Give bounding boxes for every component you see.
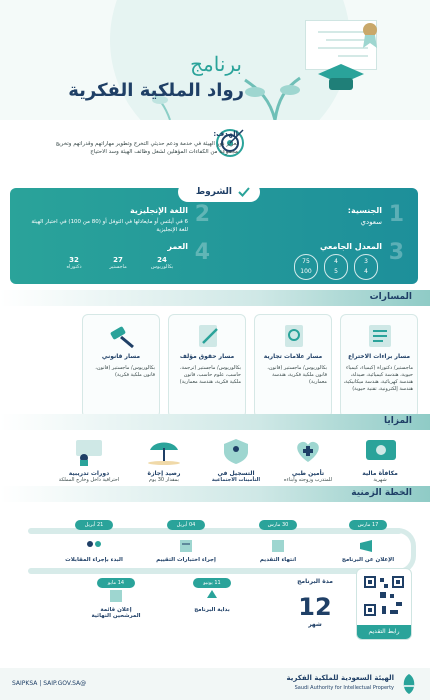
duration-unit: شهر: [308, 621, 322, 628]
apply-qr-card[interactable]: [356, 568, 412, 640]
patent-icon: [365, 323, 395, 349]
track-name-trademarks: مسار علامات تجارية: [263, 353, 323, 360]
conditions-tag: [178, 182, 260, 202]
list-icon: [88, 589, 144, 603]
conditions-panel: [10, 188, 418, 284]
benefit-medical-name: تأمين طبي: [291, 470, 325, 477]
copyright-icon: [193, 323, 223, 349]
condition-title-nationality: الجنسية:: [347, 206, 382, 215]
timeline-item-close: 30 مارس: [248, 520, 308, 530]
conditions-tag-label: الشروط: [195, 187, 232, 197]
benefit-medical: [276, 436, 340, 483]
condition-title-age: العمر: [167, 242, 188, 251]
qr-code-icon[interactable]: [362, 574, 406, 618]
benefit-leave: [132, 436, 196, 483]
timeline-line-2: [28, 568, 400, 574]
duration-label: مدة البرنامج: [297, 578, 333, 585]
track-name-patents: مسار براءات الاختراع: [347, 353, 411, 360]
duration-value: 12: [298, 593, 332, 621]
gavel-icon: [107, 323, 137, 349]
social-insurance-icon: [204, 436, 268, 466]
footer: [0, 668, 430, 700]
goal-title: الهدف:: [213, 130, 238, 138]
timeline-label-tests: إجراء اختبارات التقييم: [154, 538, 218, 563]
footer-org-ar: الهيئة السعودية للملكية الفكرية: [286, 674, 394, 682]
trademark-icon: [279, 323, 309, 349]
plant-illustration: [240, 70, 310, 120]
footer-social-handle[interactable]: @SAIPKSA | SAIP.GOV.SA: [12, 680, 87, 687]
saip-logo-icon: [398, 672, 420, 696]
beach-umbrella-icon: [132, 436, 196, 466]
benefit-training: [54, 436, 124, 483]
condition-number-4: 4: [194, 240, 210, 265]
benefit-social-name: التسجيل في: [217, 470, 255, 477]
header-banner: [0, 0, 430, 120]
tracks-section-bar: [0, 290, 430, 306]
track-desc-trademarks: بكالوريوس/ ماجستير (قانون، قانون ملكية فكرية، هندسة معمارية): [267, 365, 327, 385]
track-desc-legal: بكالوريوس/ ماجستير (قانون، قانون ملكية فكرية): [95, 365, 155, 378]
timeline-label-announcement: الإعلان عن البرنامج: [338, 538, 398, 563]
timeline-item-start: 11 يونيو بداية البرنامج: [184, 578, 240, 613]
benefit-training-sub: احترافية داخل وخارج المملكة: [58, 477, 120, 483]
check-icon: [238, 187, 250, 197]
timeline-title: الخطة الزمنية: [351, 488, 412, 498]
timeline-item-tests: 04 أبريل: [154, 520, 218, 530]
benefit-salary-name: مكافأة مالية: [362, 470, 398, 477]
benefit-training-name: دورات تدريبية: [68, 470, 110, 477]
track-card-legal: [82, 314, 160, 418]
track-desc-copyright: بكالوريوس/ ماجستير (ترجمة، حاسب، علوم حاسب، قانون ملكية فكرية، هندسة معمارية): [179, 365, 241, 385]
money-icon: [348, 436, 412, 466]
age-bachelor: 24 بكالوريوس: [150, 256, 174, 270]
condition-number-3: 3: [388, 240, 404, 265]
gpa-pill-4: 3 4: [354, 254, 378, 280]
track-desc-patents: ماجستير/ دكتوراة (كيمياء، كيمياء حيوية، هندسة كيميائية، صيدلة، هندسة كهربائية، هندسة ميكانيكية، هندسة إلكترونية، تقنية حيوية): [343, 365, 413, 392]
benefit-social-sub: التأمينات الاجتماعية: [211, 477, 261, 483]
timeline-item-announcement: 17 مارس: [338, 520, 398, 530]
gpa-pill-5: 4 5: [324, 254, 348, 280]
rocket-icon: [184, 589, 240, 603]
age-master: 27 ماجستير: [109, 256, 127, 270]
interview-icon: [62, 539, 126, 553]
track-name-copyright: مسار حقوق مؤلف: [179, 353, 235, 360]
graduation-cap-icon: [318, 62, 364, 94]
age-phd: 32 دكتوراه: [66, 256, 82, 270]
medal-icon: [360, 22, 380, 48]
condition-number-2: 2: [194, 202, 210, 227]
benefit-medical-sub: للمتدرب وزوجته وأبناءه: [283, 477, 333, 483]
title-line-1: برنامج: [190, 52, 242, 76]
timeline-item-final-list: 14 مايو إعلان قائمة المرشحين النهائية: [88, 578, 144, 619]
goal-text: تعزيز دور الهيئة في خدمة ودعم حديثي التخرج وتطوير مهاراتهم وقدراتهم وتخريج مجموعة من الكفاءات المؤهلين لشغل وظائف الهيئة وسد الاحتياج: [55, 141, 238, 155]
footer-org-en: Saudi Authority for Intellectual Property: [294, 685, 394, 691]
medical-insurance-icon: [276, 436, 340, 466]
document-icon: [248, 539, 308, 553]
benefit-leave-name: رصيد إجازة: [147, 470, 181, 477]
benefit-social-insurance: [204, 436, 268, 483]
benefit-salary-sub: شهرية: [373, 477, 387, 483]
condition-title-gpa: المعدل الجامعي: [319, 242, 382, 251]
apply-link-label[interactable]: رابط التقديم: [357, 625, 411, 639]
program-duration: [290, 578, 340, 628]
timeline-label-interviews: البدء بإجراء المقابلات: [62, 538, 126, 563]
timeline-item-interviews: 21 أبريل: [62, 520, 126, 530]
timeline-label-close: انتهاء التقديم: [248, 538, 308, 563]
benefit-leave-sub: بمقدار 30 يوم: [149, 477, 179, 483]
title-line-2: رواد الملكية الفكرية: [68, 80, 244, 101]
track-name-legal: مسار قانوني: [101, 353, 141, 360]
condition-number-1: 1: [388, 202, 404, 227]
condition-text-english: 6 في آيلتس أو مايعادلها في التوفل أو (80 من 100) في اختبار الهيئة للغة الإنجليزية: [31, 219, 188, 233]
track-card-copyright: [168, 314, 246, 418]
condition-title-english: اللغة الإنجليزية: [130, 206, 188, 215]
exam-icon: [154, 539, 218, 553]
benefits-section-bar: [0, 414, 430, 430]
condition-text-nationality: سعودي: [360, 218, 382, 226]
track-card-patents: [340, 314, 418, 418]
megaphone-icon: [338, 539, 398, 553]
gpa-pill-100: 75 100: [294, 254, 318, 280]
benefits-title: المزايا: [384, 416, 412, 426]
benefit-salary: [348, 436, 412, 483]
training-icon: [54, 436, 124, 466]
track-card-trademarks: [254, 314, 332, 418]
tracks-title: المسارات: [369, 292, 412, 302]
